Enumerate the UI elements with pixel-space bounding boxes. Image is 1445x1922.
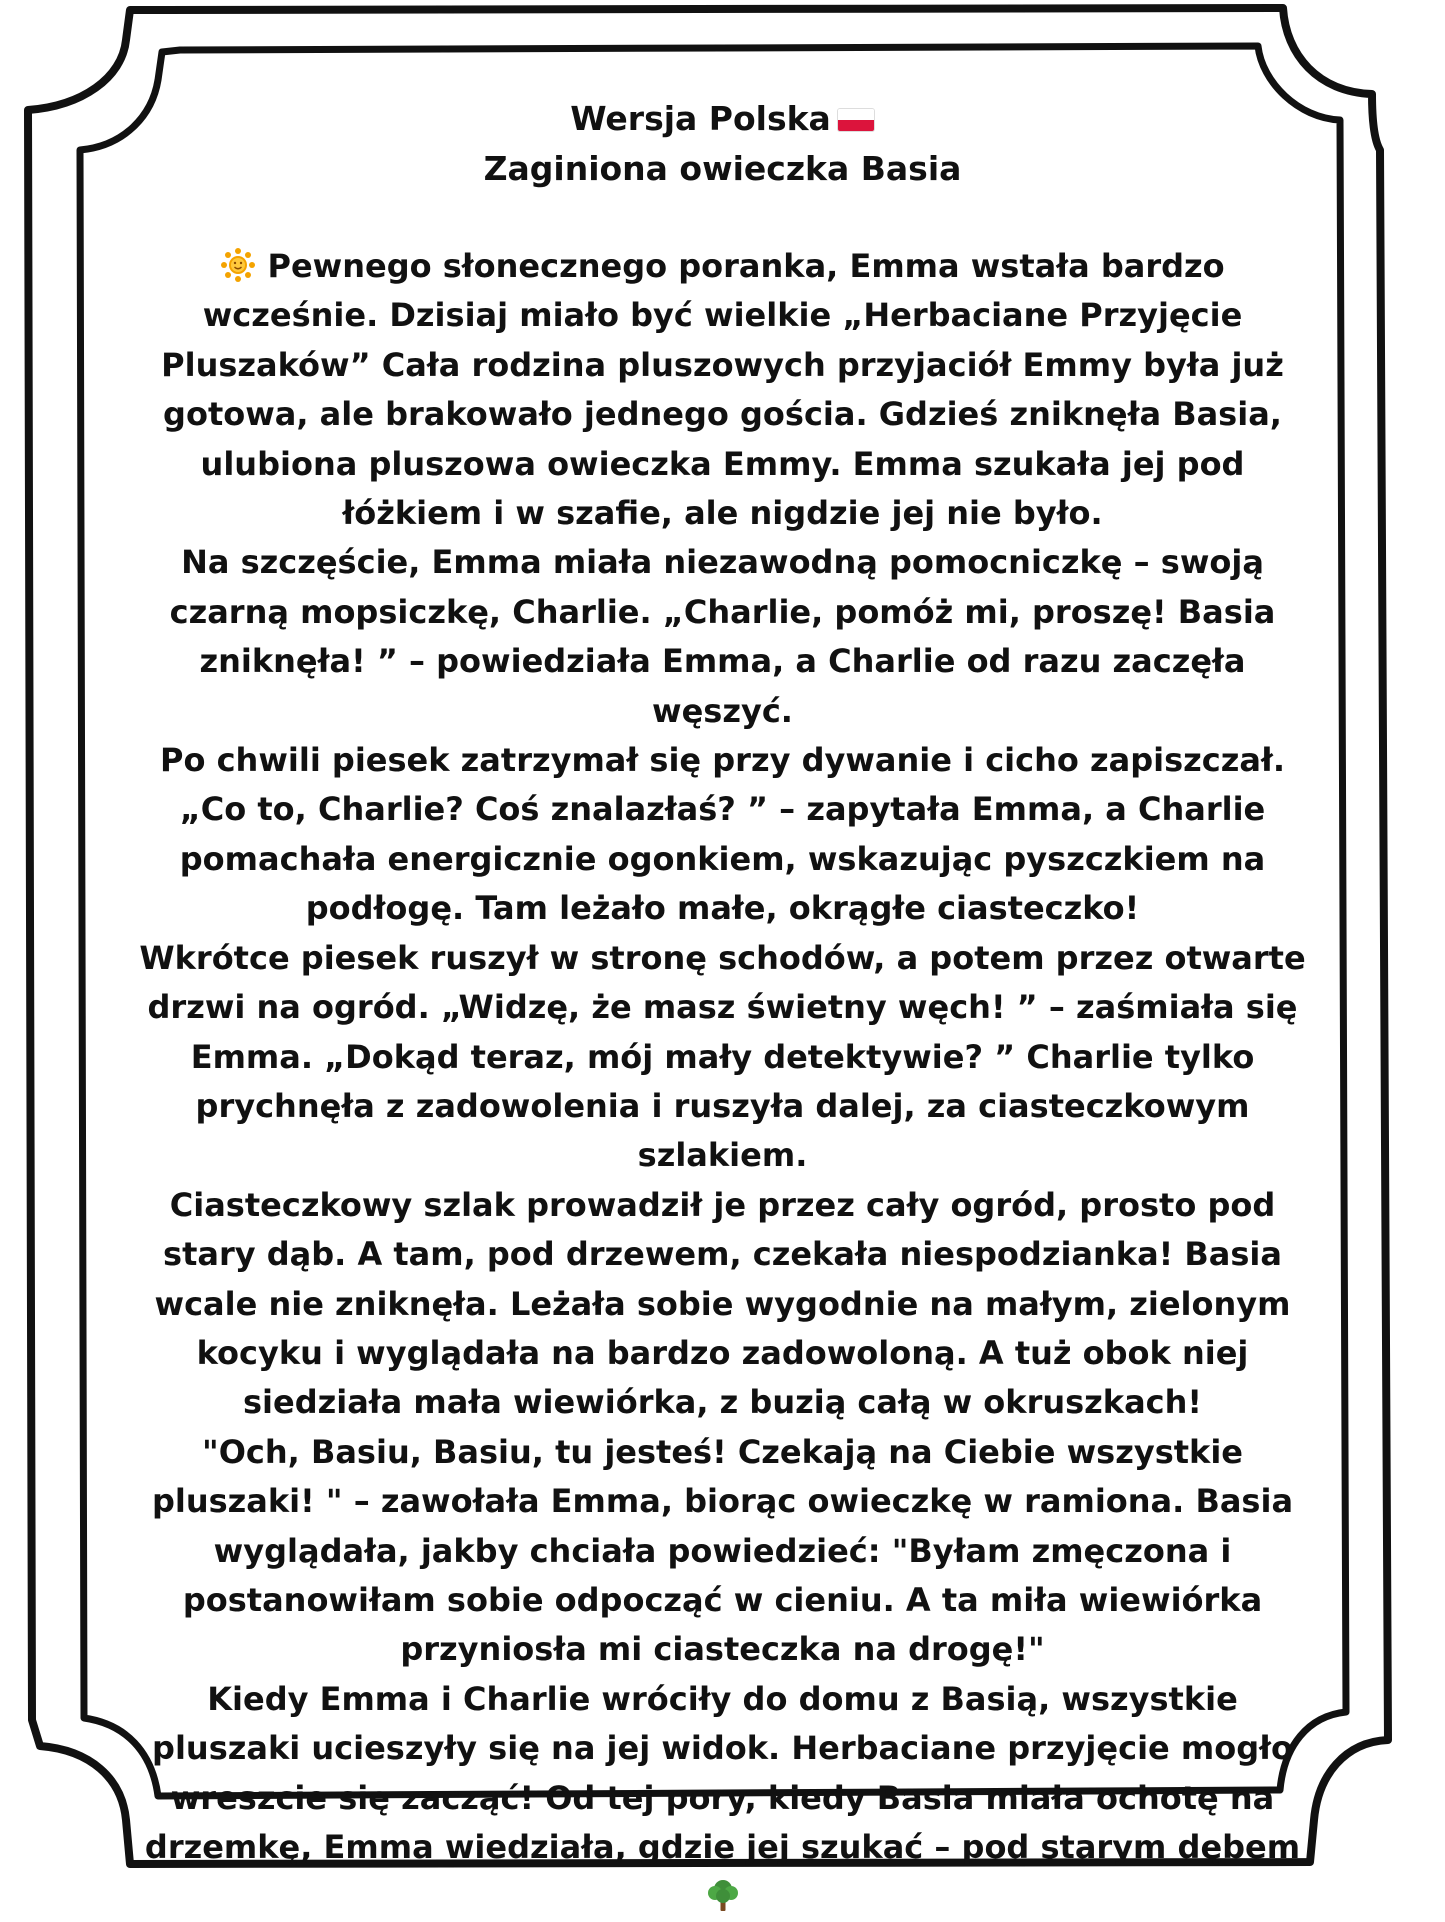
paragraph-4: Wkrótce piesek ruszył w stronę schodów, a potem przez otwarte drzwi na ogród. „Widzę, że masz świetny węch! ” – zaśmiała się Emma. „Dokąd teraz, mój mały detektywie? ” Charlie tylko prychnęła z zadowolenia i ruszyła dalej, za ciasteczkowym szlakiem. [139, 938, 1306, 1175]
paragraph-7 [130, 1675, 1315, 1922]
paragraph-5: Ciasteczkowy szlak prowadził je przez cały ogród, prosto pod stary dąb. A tam, pod drzewem, czekała niespodzianka! Basia wcale nie zniknęła. Leżała sobie wygodnie na małym, zielonym kocyku i wyglądała na bardzo zadowoloną. A tuż obok niej siedziała mała wiewiórka, z buzią całą w okruszkach! [154, 1185, 1291, 1422]
paragraph-1-text: Pewnego słonecznego poranka, Emma wstała bardzo wcześnie. Dzisiaj miało być wielkie „Herbaciane Przyjęcie Pluszaków” Cała rodzina pluszowych przyjaciół Emmy była już gotowa, ale brakowało jednego gościa. Gdzieś zniknęła Basia, ulubiona pluszowa owieczka Emmy. Emma szukała jej pod łóżkiem i w szafie, ale nigdzie jej nie było. [161, 247, 1284, 533]
sun-icon [220, 247, 256, 283]
version-heading [130, 94, 1315, 144]
paragraph-3: Po chwili piesek zatrzymał się przy dywanie i cicho zapiszczał. „Co to, Charlie? Coś znalazłaś? ” – zapytała Emma, a Charlie pomachała energicznie ogonkiem, wskazując pyszczkiem na podłogę. Tam leżało małe, okrągłe ciasteczko! [159, 741, 1285, 928]
paragraph-7-text: Kiedy Emma i Charlie wróciły do domu z Basią, wszystkie pluszaki ucieszyły się na jej widok. Herbaciane przyjęcie mogło wreszcie się zacząć! Od tej pory, kiedy Basia miała ochotę na drzemkę, Emma wiedziała, gdzie jej szukać – pod starym dębem [144, 1679, 1301, 1866]
paragraph-1 [130, 242, 1315, 538]
version-label: Wersja Polska [570, 99, 831, 138]
story-title: Zaginiona owieczka Basia [483, 149, 962, 188]
tree-icon [706, 1877, 740, 1913]
paragraph-6: "Och, Basiu, Basiu, tu jesteś! Czekają na Ciebie wszystkie pluszaki! " – zawołała Emma, biorąc owieczkę w ramiona. Basia wyglądała, jakby chciała powiedzieć: "Byłam zmęczona i postanowiłam sobie odpocząć w cieniu. A ta miła wiewiórka przyniosła mi ciasteczka na drogę!" [151, 1432, 1294, 1669]
poland-flag-icon [837, 108, 875, 132]
story-content [130, 94, 1315, 1922]
paragraph-2: Na szczęście, Emma miała niezawodną pomocniczkę – swoją czarną mopsiczkę, Charlie. „Charlie, pomóż mi, proszę! Basia zniknęła! ” – powiedziała Emma, a Charlie od razu zaczęła węszyć. [169, 543, 1276, 730]
